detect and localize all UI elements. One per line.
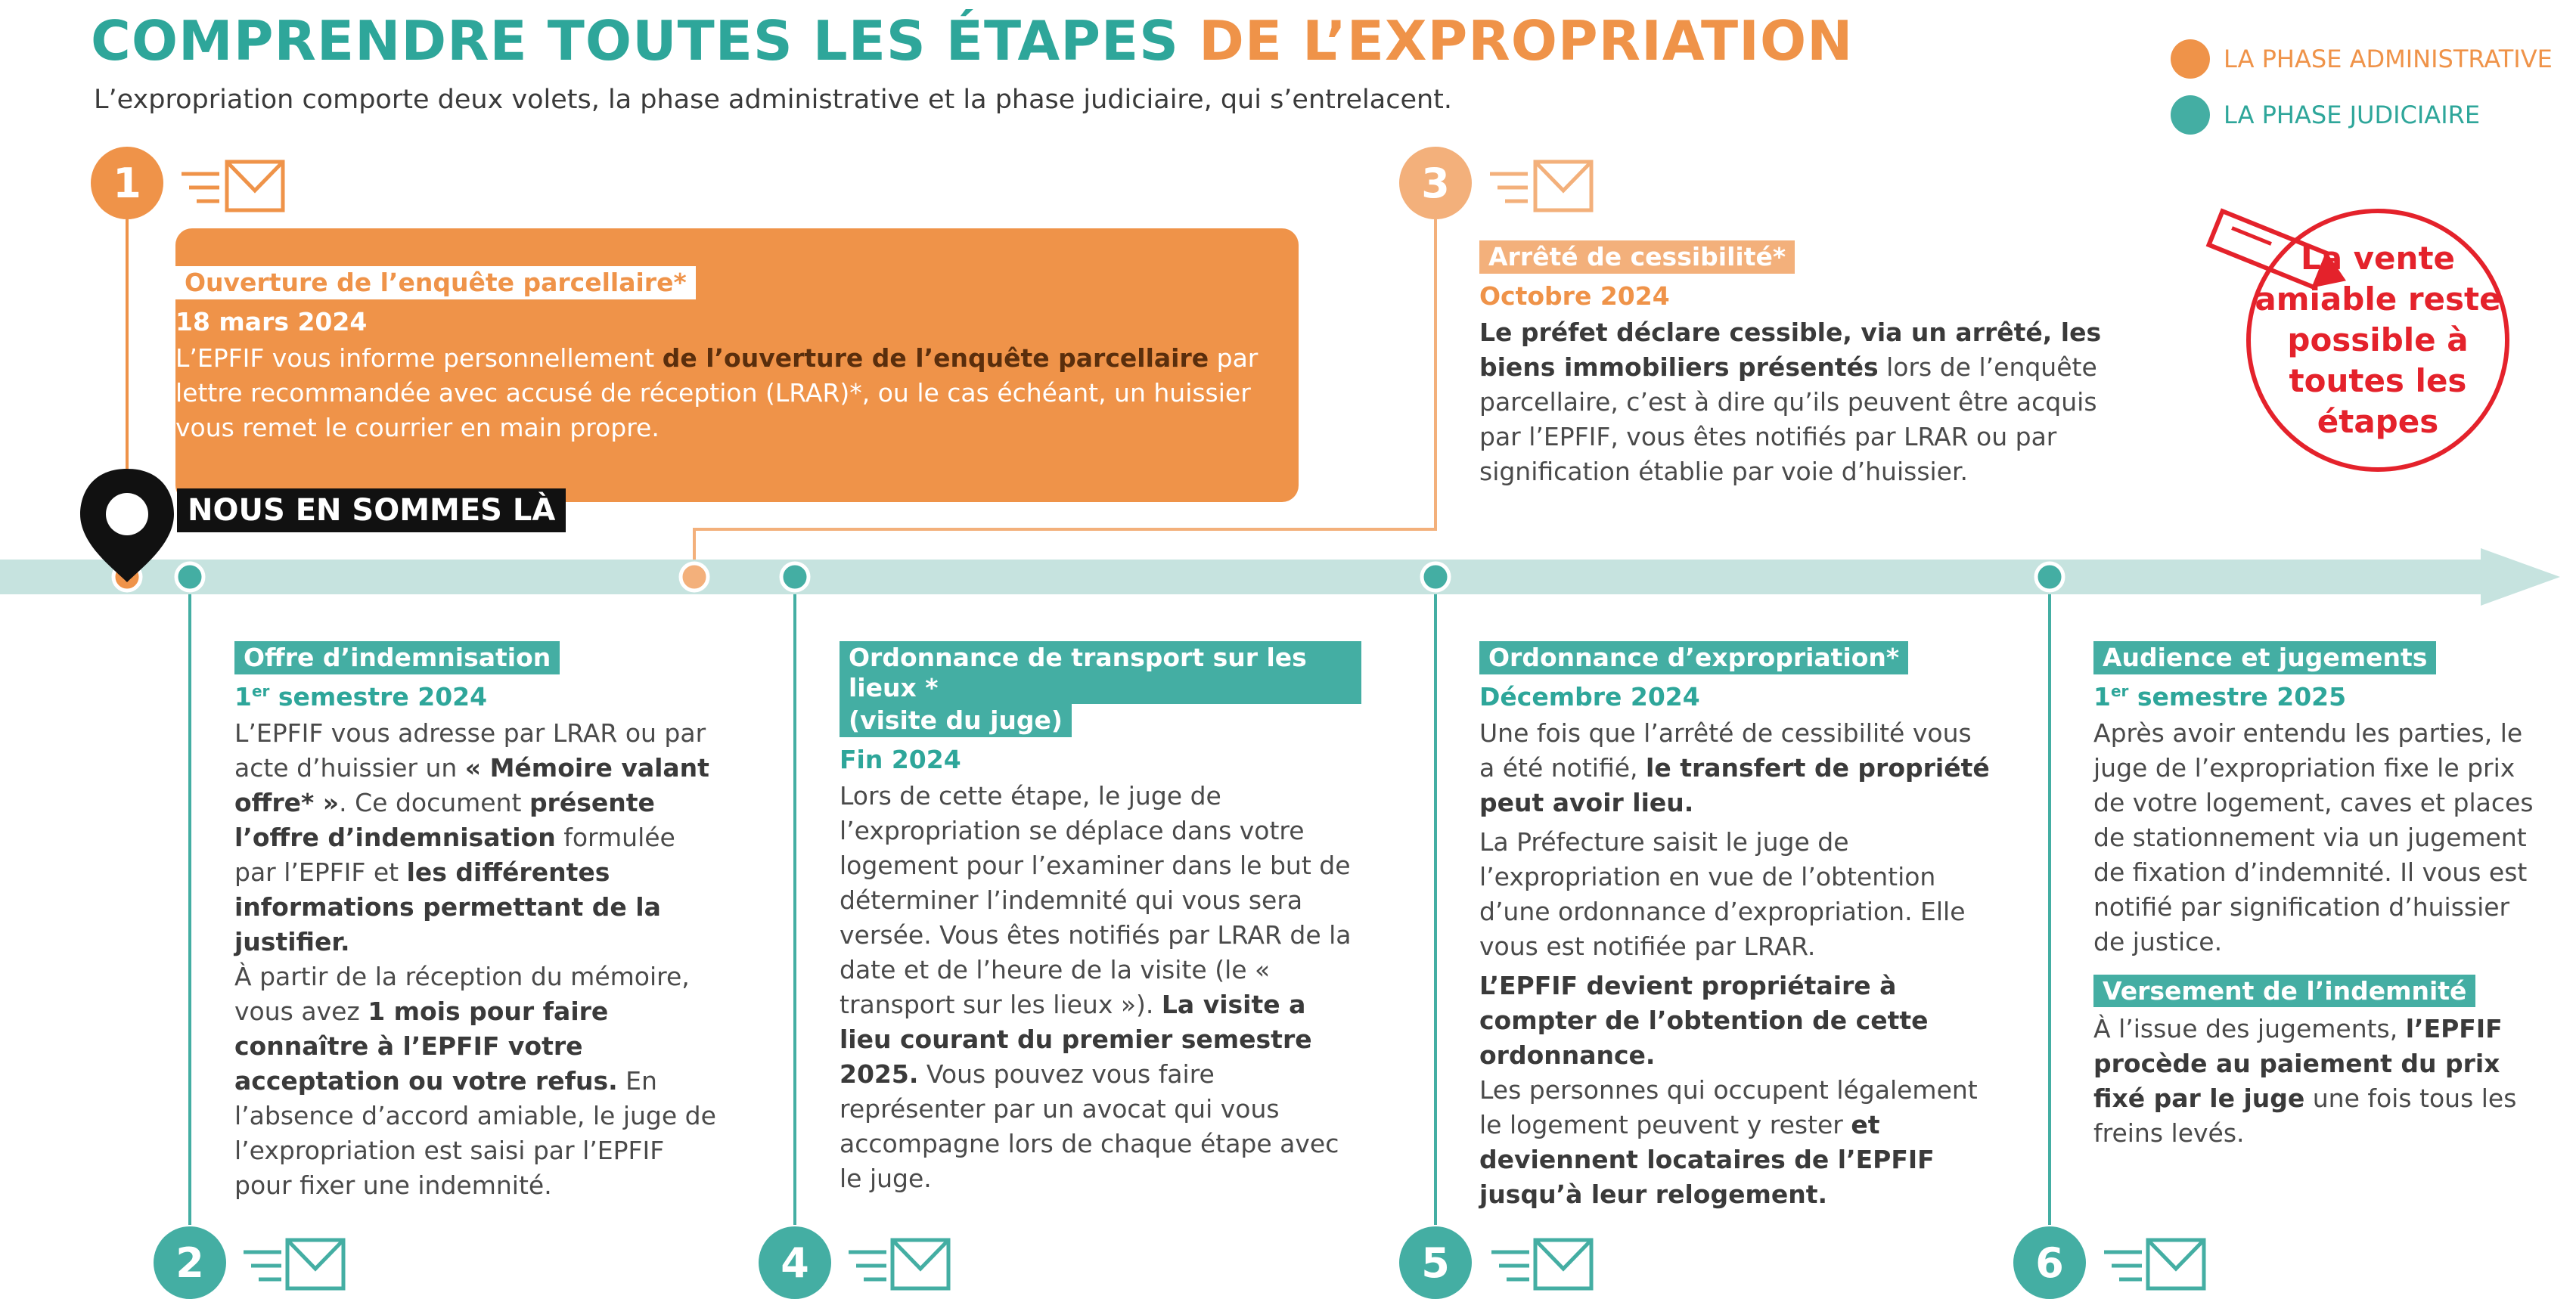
step-1-text: L’EPFIF vous informe personnellement de l’ouverture de l’enquête parcellaire par lettre recommandée avec accusé de réception (LRAR)*, ou le cas échéant, un huissier vous remet le courrier en main propre. <box>175 343 1259 442</box>
step-3-block <box>1479 240 2115 489</box>
timeline-arrow-icon <box>2481 548 2560 606</box>
step-5-text: Une fois que l’arrêté de cessibilité vous a été notifié, le transfert de propriété peut avoir lieu. <box>1479 718 1990 817</box>
timeline-dot-4 <box>781 563 808 591</box>
step-1-tag: Ouverture de l’enquête parcellaire* <box>175 266 696 299</box>
step-2-text-2: À partir de la réception du mémoire, vous avez 1 mois pour faire connaître à l’EPFIF votre acceptation ou votre refus. En l’absence d’accord amiable, le juge de l’expropriation est saisi par l’EPFIF pour fixer une indemnité. <box>234 961 716 1200</box>
step-2-text: L’EPFIF vous adresse par LRAR ou par acte d’huissier un « Mémoire valant offre* ». Ce document présente l’offre d’indemnisation formulée par l’EPFIF et les différentes informations permettant de la justifier. <box>234 718 709 956</box>
step-5-tag: Ordonnance d’expropriation* <box>1479 641 1908 674</box>
step-4-block: Ordonnance de transport sur les lieux * (visite du juge) Fin 2024 Lors de cette étape, le juge de l’expropriation se déplace dans votre logement pour l’examiner dans le but de déterminer l’indemnité qui vous sera versée. Vous êtes notifiés par LRAR de la date et de l’heure de la visite (le « transport sur les lieux »). La visite a lieu courant du premier semestre 2025. Vous pouvez vous faire représenter par un avocat qui vous accompagne lors de chaque étape avec le juge. <box>840 641 1361 1196</box>
step-4-date: Fin 2024 <box>840 744 961 774</box>
step-number-4: 4 <box>759 1226 831 1299</box>
legend-judiciaire: LA PHASE JUDICIAIRE <box>2171 95 2553 135</box>
timeline-dot-6 <box>2036 563 2063 591</box>
step-3-date: Octobre 2024 <box>1479 281 1670 311</box>
step-6-date: 1er semestre 2025 <box>2093 681 2347 712</box>
envelope-icon-4 <box>849 1240 948 1288</box>
envelope-icon-1 <box>182 162 283 210</box>
step-number-6: 6 <box>2013 1226 2086 1299</box>
step-6-tag: Audience et jugements <box>2093 641 2436 674</box>
vente-amiable-badge: La vente amiable reste possible à toutes les étapes <box>2246 209 2509 472</box>
step-6-tag-2: Versement de l’indemnité <box>2093 975 2475 1008</box>
step-6-text: Après avoir entendu les parties, le juge de l’expropriation fixe le prix de votre logement, caves et places de stationnement via un jugement de fixation d’indemnité. Il vous est notifié par signification d’huissier de justice. <box>2093 718 2534 956</box>
envelope-icon-5 <box>1491 1240 1591 1288</box>
step-5-text-2: La Préfecture saisit le juge de l’expropriation en vue de l’obtention d’une ordonnance d’expropriation. Elle vous est notifiée par LRAR. <box>1479 826 1966 961</box>
legend-admin: LA PHASE ADMINISTRATIVE <box>2171 39 2553 79</box>
step-6-text-2: À l’issue des jugements, l’EPFIF procède au paiement du prix fixé par le juge une fois tous les freins levés. <box>2093 1014 2517 1149</box>
timeline-dot-2 <box>176 563 203 591</box>
step-5-text-3: L’EPFIF devient propriétaire à compter de l’obtention de cette ordonnance. Les personnes qui occupent légalement le logement peuvent y rester et deviennent locataires de l’EPFIF jusqu’à leur relogement. <box>1479 970 1978 1209</box>
step-2-block <box>234 641 718 1203</box>
envelope-icon-2 <box>244 1240 343 1288</box>
step-5-date: Décembre 2024 <box>1479 681 1700 712</box>
step-1-card <box>175 228 1299 502</box>
step-4-tag: Ordonnance de transport sur les lieux * <box>840 641 1361 704</box>
step-2-tag: Offre d’indemnisation <box>234 641 560 674</box>
step-6-block <box>2093 641 2547 1151</box>
step-5-block <box>1479 641 1994 1212</box>
envelope-icon-3 <box>1490 162 1591 210</box>
timeline-bar <box>0 560 2488 594</box>
page-subtitle: L’expropriation comporte deux volets, la phase administrative et la phase judiciaire, qui s’entrelacent. <box>94 85 1453 115</box>
step-number-5: 5 <box>1399 1226 1472 1299</box>
step-1-date: 18 mars 2024 <box>175 306 368 336</box>
timeline-dot-3 <box>681 563 708 591</box>
step-number-2: 2 <box>154 1226 226 1299</box>
envelope-icon-6 <box>2104 1240 2204 1288</box>
timeline-dot-5 <box>1422 563 1449 591</box>
step-4-text: Lors de cette étape, le juge de l’expropriation se déplace dans votre logement pour l’examiner dans le but de déterminer l’indemnité qui vous sera versée. Vous êtes notifiés par LRAR de la date et de l’heure de la visite (le « transport sur les lieux »). La visite a lieu courant du premier semestre 2025. Vous pouvez vous faire représenter par un avocat qui vous accompagne lors de chaque étape avec le juge. <box>840 780 1352 1193</box>
step-number-3: 3 <box>1399 147 1472 219</box>
current-step-marker: NOUS EN SOMMES LÀ <box>177 488 566 532</box>
step-number-1: 1 <box>91 147 163 219</box>
step-3-text: Le préfet déclare cessible, via un arrêté, les biens immobiliers présentés lors de l’enquête parcellaire, c’est à dire qu’ils peuvent être acquis par l’EPFIF, vous êtes notifiés par LRAR ou par signification établie par voie d’huissier. <box>1479 317 2102 486</box>
step-3-tag: Arrêté de cessibilité* <box>1479 240 1795 274</box>
page-title: COMPRENDRE TOUTES LES ÉTAPES DE L’EXPROPRIATION <box>91 9 1854 73</box>
step-2-date: 1er semestre 2024 <box>234 681 488 712</box>
